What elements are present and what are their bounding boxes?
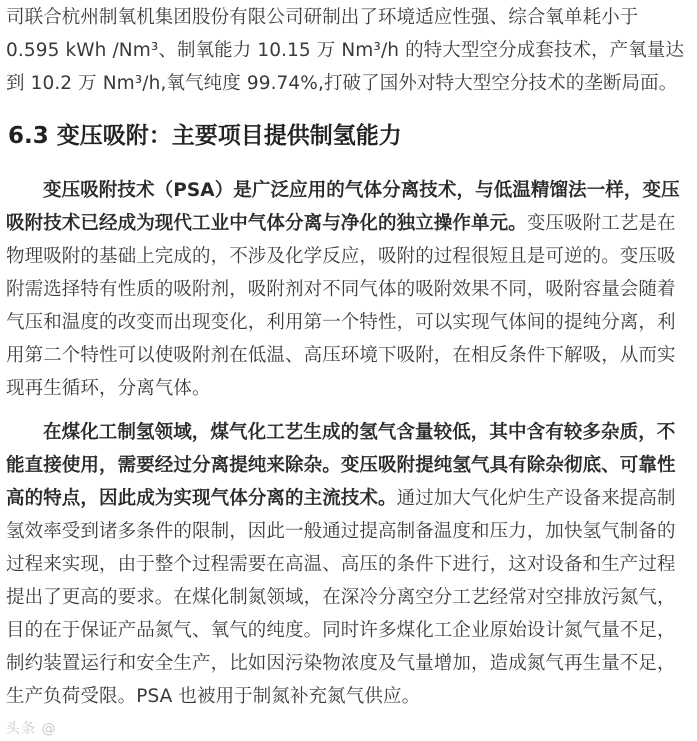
watermark: 头条 @ <box>6 721 57 737</box>
section-heading: 6.3 变压吸附：主要项目提供制氢能力 <box>8 123 402 149</box>
psa-key-statement: 变压吸附技术（PSA）是广泛应用的气体分离技术，与低温精馏法一样，变压吸附技术已经成为现代工业中气体分离与净化的独立操作单元。 <box>6 180 680 234</box>
body-paragraph-coal-chemical <box>6 416 688 713</box>
coal-chemical-detail-text: 通过加大气化炉生产设备来提高制氢效率受到诸多条件的限制，因此一般通过提高制备温度和压力，加快氢气制备的过程来实现，由于整个过程需要在高温、高压的条件下进行，这对设备和生产过程提出了更高的要求。在煤化制氮领域，在深冷分离空分工艺经常对空排放污氮气，目的在于保证产品氮气、氧气的纯度。同时许多煤化工企业原始设计氮气量不足，制约装置运行和安全生产，比如因污染物浓度及气量增加，造成氮气再生量不足，生产负荷受限。PSA 也被用于制氮补充氮气供应。 <box>6 488 676 707</box>
body-paragraph-psa <box>6 174 688 405</box>
intro-paragraph: 司联合杭州制氧机集团股份有限公司研制出了环境适应性强、综合氧单耗小于 0.595 kWh /Nm³、制氧能力 10.15 万 Nm³/h 的特大型空分成套技术，产氧量达到 10.2 万 Nm³/h,氧气纯度 99.74%,打破了国外对特大型空分技术的垄断局面。 <box>6 7 685 94</box>
psa-detail-text: 变压吸附工艺是在物理吸附的基础上完成的，不涉及化学反应，吸附的过程很短且是可逆的。变压吸附需选择特有性质的吸附剂，吸附剂对不同气体的吸附效果不同，吸附容量会随着气压和温度的改变而出现变化，利用第一个特性，可以实现气体间的提纯分离，利用第二个特性可以使吸附剂在低温、高压环境下吸附，在相反条件下解吸，从而实现再生循环，分离气体。 <box>6 213 676 399</box>
article <box>6 0 688 713</box>
coal-chemical-key-statement: 在煤化工制氢领域，煤气化工艺生成的氢气含量较低，其中含有较多杂质，不能直接使用，需要经过分离提纯来除杂。变压吸附提纯氢气具有除杂彻底、可靠性高的特点，因此成为实现气体分离的主流技术。 <box>6 422 676 509</box>
